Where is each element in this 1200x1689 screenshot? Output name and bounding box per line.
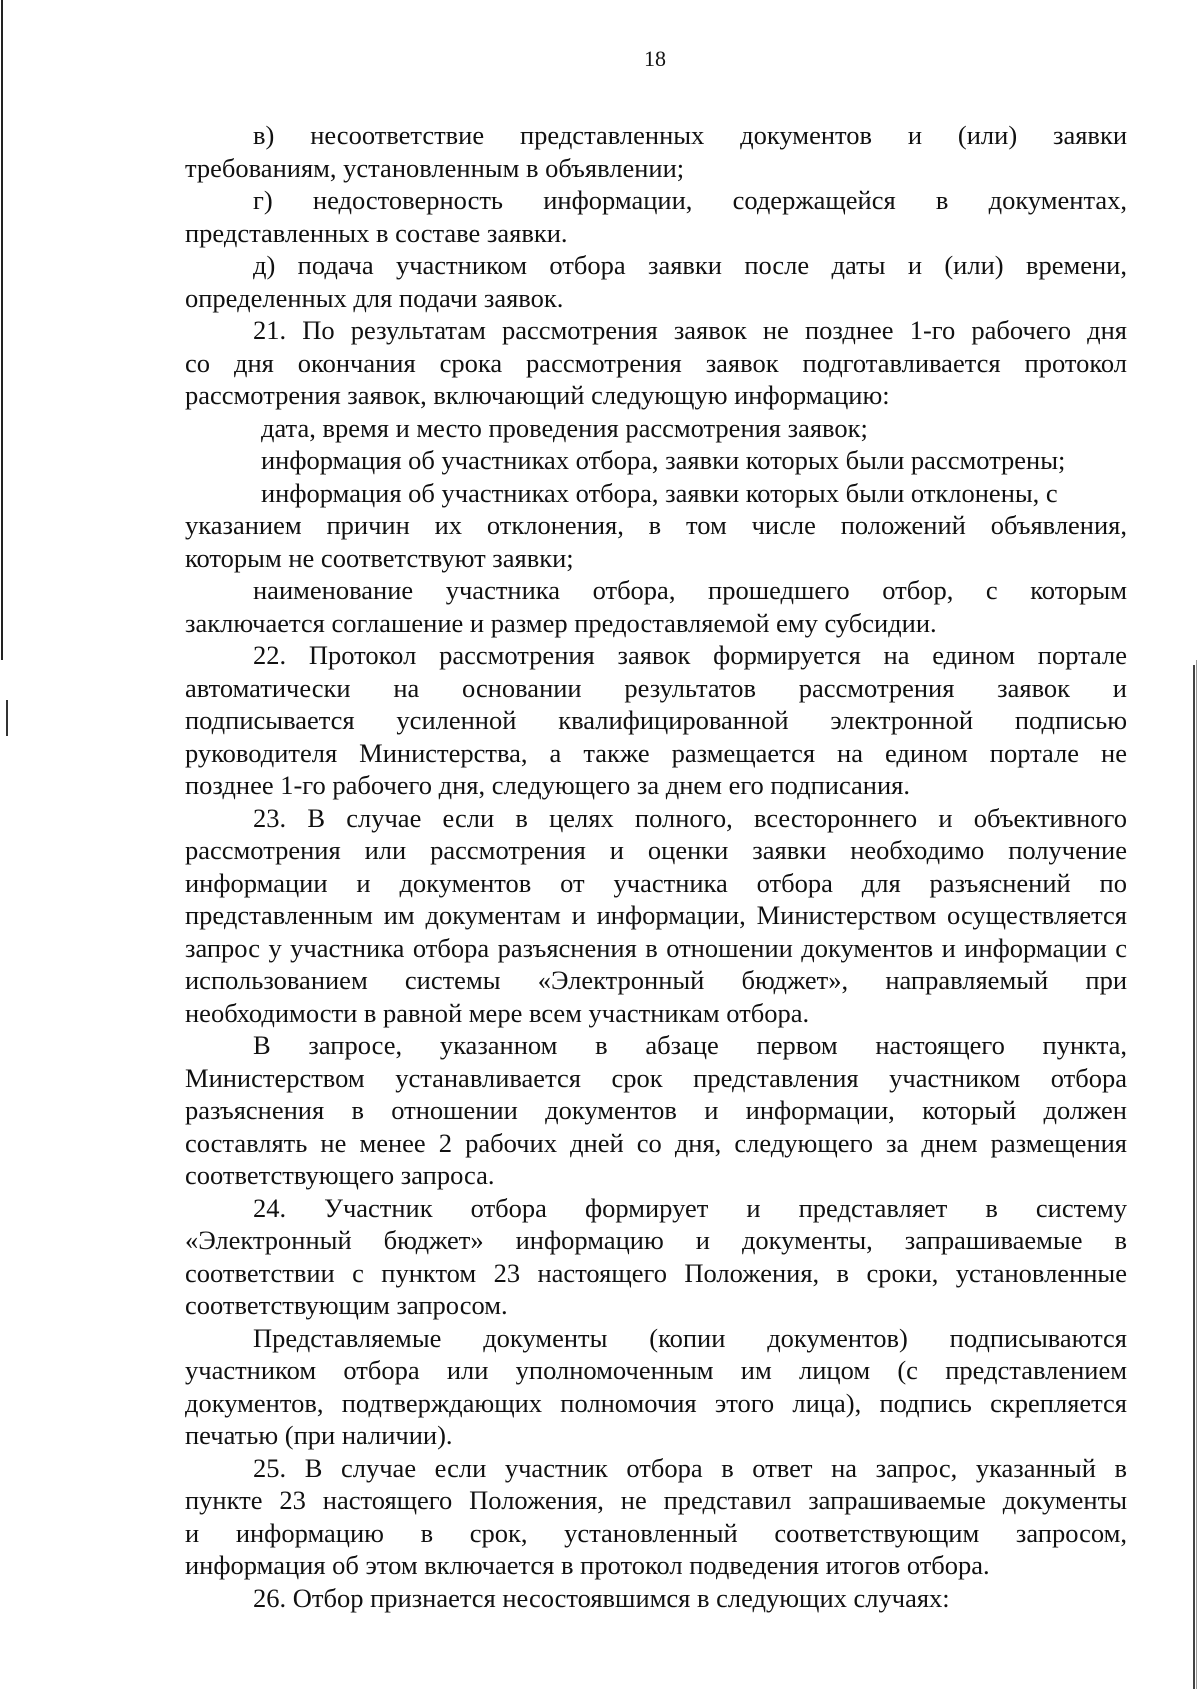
- text-line: Представляемые документы (копии документов) подписываются: [253, 1322, 1127, 1353]
- text-line: требованиям, установленным в объявлении;: [185, 152, 685, 183]
- text-line: В запросе, указанном в абзаце первом настоящего пункта,: [253, 1030, 1127, 1060]
- text-line: 22. Протокол рассмотрения заявок формируется на едином портале: [253, 640, 1127, 670]
- text-line: руководителя Министерства, а также размещается на едином портале не: [185, 737, 1127, 768]
- text-line: составлять не менее 2 рабочих дней со дня, следующего за днем размещения: [185, 1127, 1127, 1158]
- scan-edge-right: [1193, 665, 1195, 1689]
- page-number: 18: [644, 46, 666, 71]
- text-line: дата, время и место проведения рассмотрения заявок;: [261, 412, 868, 443]
- document-body: [185, 119, 1127, 1614]
- text-line: автоматически на основании результатов рассмотрения заявок и: [185, 672, 1127, 703]
- scan-edge-right-faint: [1196, 660, 1197, 1689]
- text-line: в) несоответствие представленных документов и (или) заявки: [253, 120, 1127, 150]
- text-line: информация об этом включается в протокол подведения итогов отбора.: [185, 1550, 990, 1580]
- text-line: разъяснения в отношении документов и информации, который должен: [185, 1095, 1127, 1125]
- text-line: представленных в составе заявки.: [185, 217, 568, 248]
- text-line: рассмотрения или рассмотрения и оценки заявки необходимо получение: [185, 835, 1127, 865]
- text-line: представленным им документам и информации, Министерством осуществляется: [185, 900, 1127, 930]
- text-line: пункте 23 настоящего Положения, не представил запрашиваемые документы: [185, 1485, 1127, 1515]
- text-line: и информацию в срок, установленный соответствующим запросом,: [185, 1517, 1127, 1548]
- text-line: заключается соглашение и размер предоставляемой ему субсидии.: [185, 607, 937, 638]
- text-line: 26. Отбор признается несостоявшимся в следующих случаях:: [253, 1582, 950, 1613]
- text-line: г) недостоверность информации, содержащейся в документах,: [253, 185, 1127, 215]
- text-line: подписывается усиленной квалифицированной электронной подписью: [185, 705, 1127, 735]
- text-line: со дня окончания срока рассмотрения заявок подготавливается протокол: [185, 347, 1127, 378]
- text-line: рассмотрения заявок, включающий следующую информацию:: [185, 380, 890, 410]
- text-line: информация об участниках отбора, заявки которых были рассмотрены;: [261, 445, 1066, 475]
- text-line: информация об участниках отбора, заявки которых были отклонены, с: [261, 477, 1058, 508]
- text-line: д) подача участником отбора заявки после даты и (или) времени,: [253, 250, 1127, 280]
- scan-edge-left: [1, 0, 3, 660]
- scan-mark-left: [6, 700, 8, 736]
- text-line: печатью (при наличии).: [185, 1420, 453, 1450]
- text-line: необходимости в равной мере всем участникам отбора.: [185, 997, 810, 1028]
- text-line: информации и документов от участника отбора для разъяснений по: [185, 867, 1127, 898]
- text-line: которым не соответствуют заявки;: [185, 542, 574, 573]
- text-line: Министерством устанавливается срок представления участником отбора: [185, 1062, 1127, 1093]
- text-line: запрос у участника отбора разъяснения в отношении документов и информации с: [185, 932, 1127, 963]
- text-line: 25. В случае если участник отбора в ответ на запрос, указанный в: [253, 1452, 1127, 1483]
- text-line: позднее 1-го рабочего дня, следующего за днем его подписания.: [185, 770, 910, 800]
- text-line: 21. По результатам рассмотрения заявок не позднее 1-го рабочего дня: [253, 315, 1127, 345]
- text-line: соответствующего запроса.: [185, 1160, 495, 1190]
- text-line: использованием системы «Электронный бюджет», направляемый при: [185, 965, 1127, 995]
- text-line: 24. Участник отбора формирует и представляет в систему: [253, 1192, 1127, 1223]
- text-line: участником отбора или уполномоченным им лицом (с представлением: [185, 1355, 1127, 1385]
- text-line: «Электронный бюджет» информацию и документы, запрашиваемые в: [185, 1225, 1127, 1255]
- text-line: наименование участника отбора, прошедшего отбор, с которым: [253, 575, 1127, 605]
- text-line: 23. В случае если в целях полного, всестороннего и объективного: [253, 802, 1127, 833]
- text-line: определенных для подачи заявок.: [185, 282, 564, 313]
- text-line: соответствии с пунктом 23 настоящего Положения, в сроки, установленные: [185, 1257, 1127, 1288]
- text-line: указанием причин их отклонения, в том числе положений объявления,: [185, 510, 1127, 540]
- text-line: документов, подтверждающих полномочия этого лица), подпись скрепляется: [185, 1387, 1127, 1418]
- text-line: соответствующим запросом.: [185, 1290, 508, 1320]
